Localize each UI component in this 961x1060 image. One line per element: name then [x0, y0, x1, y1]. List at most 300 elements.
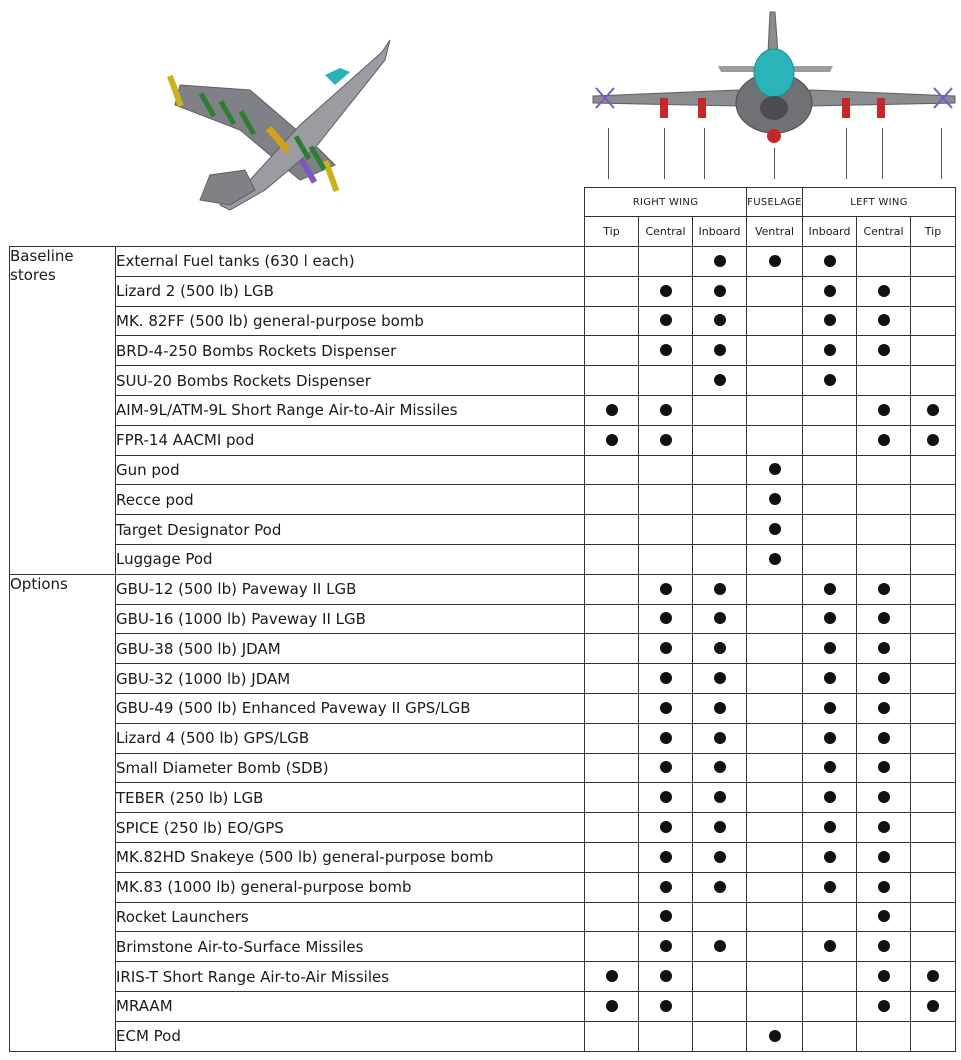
station-cell: [911, 753, 956, 783]
compatibility-dot: [927, 434, 939, 446]
station-cell: [639, 604, 693, 634]
compatibility-dot: [824, 255, 836, 267]
compatibility-dot: [714, 583, 726, 595]
station-cell: [857, 247, 911, 277]
table-row: [10, 1021, 956, 1051]
station-cell: [747, 574, 803, 604]
station-cell: [747, 455, 803, 485]
station-cell: [639, 932, 693, 962]
compatibility-dot: [878, 940, 890, 952]
category-label: Options: [10, 574, 116, 1051]
station-cell: [693, 395, 747, 425]
table-row: [10, 872, 956, 902]
compatibility-dot: [714, 702, 726, 714]
station-cell: [639, 247, 693, 277]
station-group-header-row: [10, 188, 956, 217]
station-cell: [639, 842, 693, 872]
table-row: [10, 425, 956, 455]
station-cell: [585, 723, 639, 753]
station-cell: [639, 753, 693, 783]
station-cell: [911, 395, 956, 425]
compatibility-dot: [878, 702, 890, 714]
compatibility-dot: [660, 583, 672, 595]
station-cell: [639, 962, 693, 992]
station-cell: [911, 485, 956, 515]
station-cell: [857, 276, 911, 306]
compatibility-dot: [714, 821, 726, 833]
station-cell: [857, 723, 911, 753]
station-cell: [857, 783, 911, 813]
station-cell: [803, 574, 857, 604]
compatibility-dot: [878, 344, 890, 356]
station-cell: [747, 634, 803, 664]
station-cell: [747, 991, 803, 1021]
station-cell: [585, 693, 639, 723]
store-name: Rocket Launchers: [116, 902, 585, 932]
station-cell: [857, 842, 911, 872]
station-cell: [747, 306, 803, 336]
station-cell: [639, 902, 693, 932]
station-cell: [585, 783, 639, 813]
station-cell: [803, 783, 857, 813]
compatibility-dot: [927, 1000, 939, 1012]
group-left-wing: LEFT WING: [803, 188, 956, 217]
station-cell: [693, 485, 747, 515]
station-cell: [747, 842, 803, 872]
store-name: FPR-14 AACMI pod: [116, 425, 585, 455]
station-cell: [747, 723, 803, 753]
station-cell: [693, 753, 747, 783]
station-cell: [747, 425, 803, 455]
station-cell: [639, 723, 693, 753]
compatibility-dot: [714, 732, 726, 744]
station-cell: [639, 872, 693, 902]
station-cell: [911, 783, 956, 813]
compatibility-dot: [824, 285, 836, 297]
store-name: GBU-12 (500 lb) Paveway II LGB: [116, 574, 585, 604]
station-cell: [911, 842, 956, 872]
station-cell: [639, 425, 693, 455]
station-cell: [693, 247, 747, 277]
compatibility-dot: [878, 881, 890, 893]
station-cell: [639, 306, 693, 336]
compatibility-dot: [714, 255, 726, 267]
station-cell: [639, 813, 693, 843]
group-right-wing: RIGHT WING: [585, 188, 747, 217]
leader-line-left-inboard: [846, 128, 847, 179]
group-fuselage: FUSELAGE: [747, 188, 803, 217]
compatibility-dot: [660, 881, 672, 893]
station-cell: [639, 991, 693, 1021]
table-row: [10, 366, 956, 396]
station-cell: [857, 336, 911, 366]
compatibility-dot: [660, 672, 672, 684]
leader-line-right-tip: [608, 128, 609, 179]
station-left-central: Central: [857, 217, 911, 247]
station-cell: [857, 813, 911, 843]
station-cell: [747, 962, 803, 992]
station-cell: [911, 425, 956, 455]
station-cell: [803, 485, 857, 515]
store-name: GBU-32 (1000 lb) JDAM: [116, 664, 585, 694]
station-cell: [585, 336, 639, 366]
station-cell: [803, 693, 857, 723]
station-cell: [803, 723, 857, 753]
station-cell: [639, 634, 693, 664]
compatibility-dot: [824, 761, 836, 773]
table-row: [10, 723, 956, 753]
station-cell: [639, 276, 693, 306]
station-cell: [693, 991, 747, 1021]
station-cell: [857, 962, 911, 992]
station-cell: [857, 485, 911, 515]
station-cell: [585, 634, 639, 664]
station-cell: [585, 991, 639, 1021]
station-cell: [693, 366, 747, 396]
table-row: [10, 336, 956, 366]
station-cell: [747, 693, 803, 723]
compatibility-dot: [824, 642, 836, 654]
station-cell: [747, 872, 803, 902]
station-cell: [911, 1021, 956, 1051]
compatibility-dot: [878, 732, 890, 744]
station-cell: [585, 604, 639, 634]
compatibility-dot: [878, 791, 890, 803]
station-cell: [911, 932, 956, 962]
station-cell: [911, 336, 956, 366]
compatibility-dot: [660, 851, 672, 863]
station-cell: [585, 1021, 639, 1051]
store-name: GBU-49 (500 lb) Enhanced Paveway II GPS/LGB: [116, 693, 585, 723]
leader-line-left-tip: [941, 128, 942, 179]
station-cell: [857, 366, 911, 396]
store-name: Gun pod: [116, 455, 585, 485]
station-cell: [693, 425, 747, 455]
station-right-tip: Tip: [585, 217, 639, 247]
station-cell: [693, 902, 747, 932]
store-name: Lizard 4 (500 lb) GPS/LGB: [116, 723, 585, 753]
compatibility-dot: [824, 702, 836, 714]
compatibility-dot: [606, 434, 618, 446]
station-cell: [803, 276, 857, 306]
leader-line-right-central: [664, 128, 665, 179]
station-cell: [857, 455, 911, 485]
store-name: MRAAM: [116, 991, 585, 1021]
station-cell: [857, 395, 911, 425]
station-cell: [803, 872, 857, 902]
compatibility-dot: [769, 493, 781, 505]
compatibility-dot: [824, 791, 836, 803]
station-cell: [747, 604, 803, 634]
store-name: IRIS-T Short Range Air-to-Air Missiles: [116, 962, 585, 992]
store-name: Small Diameter Bomb (SDB): [116, 753, 585, 783]
station-cell: [639, 366, 693, 396]
table-row: [10, 813, 956, 843]
compatibility-dot: [878, 910, 890, 922]
station-cell: [693, 455, 747, 485]
station-cell: [857, 425, 911, 455]
compatibility-dot: [878, 314, 890, 326]
station-cell: [803, 425, 857, 455]
station-cell: [747, 366, 803, 396]
compatibility-dot: [878, 404, 890, 416]
station-cell: [639, 395, 693, 425]
station-cell: [803, 813, 857, 843]
compatibility-dot: [606, 970, 618, 982]
compatibility-dot: [660, 702, 672, 714]
station-cell: [747, 247, 803, 277]
store-name: AIM-9L/ATM-9L Short Range Air-to-Air Missiles: [116, 395, 585, 425]
table-row: [10, 664, 956, 694]
station-cell: [585, 276, 639, 306]
store-name: GBU-16 (1000 lb) Paveway II LGB: [116, 604, 585, 634]
store-name: MK.82HD Snakeye (500 lb) general-purpose bomb: [116, 842, 585, 872]
compatibility-dot: [824, 881, 836, 893]
leader-line-ventral: [774, 148, 775, 179]
station-cell: [747, 485, 803, 515]
store-name: MK. 82FF (500 lb) general-purpose bomb: [116, 306, 585, 336]
station-left-tip: Tip: [911, 217, 956, 247]
compatibility-dot: [714, 612, 726, 624]
station-cell: [747, 336, 803, 366]
station-cell: [857, 753, 911, 783]
station-cell: [693, 336, 747, 366]
station-cell: [911, 872, 956, 902]
station-cell: [857, 991, 911, 1021]
station-cell: [747, 515, 803, 545]
station-cell: [911, 962, 956, 992]
store-name: Lizard 2 (500 lb) LGB: [116, 276, 585, 306]
compatibility-dot: [714, 344, 726, 356]
table-row: [10, 515, 956, 545]
compatibility-dot: [714, 672, 726, 684]
station-cell: [639, 1021, 693, 1051]
station-cell: [693, 783, 747, 813]
station-cell: [857, 634, 911, 664]
table-row: [10, 753, 956, 783]
station-cell: [911, 574, 956, 604]
station-cell: [585, 902, 639, 932]
station-cell: [803, 455, 857, 485]
station-cell: [747, 664, 803, 694]
compatibility-dot: [660, 761, 672, 773]
table-row: [10, 842, 956, 872]
store-name: SPICE (250 lb) EO/GPS: [116, 813, 585, 843]
station-cell: [803, 842, 857, 872]
loadout-table-body: [10, 247, 956, 1052]
station-cell: [693, 604, 747, 634]
compatibility-dot: [660, 612, 672, 624]
compatibility-dot: [660, 970, 672, 982]
station-cell: [693, 276, 747, 306]
station-cell: [693, 813, 747, 843]
station-cell: [585, 515, 639, 545]
station-cell: [693, 306, 747, 336]
leader-line-left-central: [882, 128, 883, 179]
compatibility-dot: [824, 672, 836, 684]
compatibility-dot: [769, 523, 781, 535]
compatibility-dot: [878, 851, 890, 863]
station-cell: [857, 604, 911, 634]
station-cell: [857, 515, 911, 545]
compatibility-dot: [660, 434, 672, 446]
compatibility-dot: [824, 344, 836, 356]
compatibility-dot: [660, 821, 672, 833]
station-cell: [803, 395, 857, 425]
store-name: TEBER (250 lb) LGB: [116, 783, 585, 813]
station-cell: [747, 544, 803, 574]
table-row: [10, 962, 956, 992]
station-cell: [803, 664, 857, 694]
station-cell: [857, 872, 911, 902]
station-cell: [639, 783, 693, 813]
station-cell: [803, 991, 857, 1021]
station-cell: [693, 842, 747, 872]
compatibility-dot: [878, 642, 890, 654]
table-row: [10, 693, 956, 723]
table-row: [10, 634, 956, 664]
station-cell: [585, 485, 639, 515]
store-name: MK.83 (1000 lb) general-purpose bomb: [116, 872, 585, 902]
station-cell: [857, 574, 911, 604]
compatibility-dot: [660, 940, 672, 952]
station-cell: [911, 544, 956, 574]
weapons-loadout-table: [9, 187, 956, 1052]
station-cell: [803, 1021, 857, 1051]
compatibility-dot: [714, 761, 726, 773]
table-row: [10, 783, 956, 813]
station-cell: [693, 723, 747, 753]
station-cell: [803, 902, 857, 932]
compatibility-dot: [878, 970, 890, 982]
store-name: External Fuel tanks (630 l each): [116, 247, 585, 277]
station-cell: [639, 544, 693, 574]
compatibility-dot: [878, 821, 890, 833]
station-cell: [857, 306, 911, 336]
compatibility-dot: [769, 463, 781, 475]
station-cell: [911, 306, 956, 336]
compatibility-dot: [878, 285, 890, 297]
station-cell: [693, 693, 747, 723]
store-name: BRD-4-250 Bombs Rockets Dispenser: [116, 336, 585, 366]
table-row: [10, 544, 956, 574]
station-cell: [911, 813, 956, 843]
store-name: SUU-20 Bombs Rockets Dispenser: [116, 366, 585, 396]
table-row: [10, 306, 956, 336]
table-row: [10, 574, 956, 604]
compatibility-dot: [660, 791, 672, 803]
compatibility-dot: [660, 404, 672, 416]
station-cell: [803, 544, 857, 574]
station-cell: [693, 544, 747, 574]
station-cell: [585, 962, 639, 992]
station-cell: [585, 544, 639, 574]
compatibility-dot: [714, 314, 726, 326]
compatibility-dot: [714, 881, 726, 893]
station-cell: [803, 604, 857, 634]
station-right-inboard: Inboard: [693, 217, 747, 247]
table-row: [10, 485, 956, 515]
station-cell: [803, 336, 857, 366]
station-cell: [693, 1021, 747, 1051]
station-cell: [639, 455, 693, 485]
compatibility-dot: [878, 1000, 890, 1012]
station-cell: [857, 693, 911, 723]
station-cell: [911, 634, 956, 664]
compatibility-dot: [660, 1000, 672, 1012]
station-cell: [585, 247, 639, 277]
station-cell: [911, 723, 956, 753]
station-cell: [693, 962, 747, 992]
station-cell: [911, 664, 956, 694]
compatibility-dot: [714, 851, 726, 863]
leader-line-right-inboard: [704, 128, 705, 179]
station-cell: [747, 753, 803, 783]
store-name: Brimstone Air-to-Surface Missiles: [116, 932, 585, 962]
compatibility-dot: [824, 374, 836, 386]
station-cell: [911, 276, 956, 306]
station-cell: [747, 902, 803, 932]
table-row: [10, 455, 956, 485]
compatibility-dot: [714, 374, 726, 386]
compatibility-dot: [927, 970, 939, 982]
station-cell: [803, 932, 857, 962]
station-cell: [857, 1021, 911, 1051]
station-cell: [803, 753, 857, 783]
station-cell: [639, 336, 693, 366]
station-cell: [693, 664, 747, 694]
station-cell: [639, 693, 693, 723]
station-cell: [911, 455, 956, 485]
station-cell: [747, 395, 803, 425]
station-cell: [585, 753, 639, 783]
station-cell: [585, 842, 639, 872]
station-cell: [747, 1021, 803, 1051]
store-name: Recce pod: [116, 485, 585, 515]
table-row: [10, 247, 956, 277]
compatibility-dot: [660, 285, 672, 297]
station-cell: [911, 247, 956, 277]
station-cell: [803, 366, 857, 396]
table-row: [10, 932, 956, 962]
compatibility-dot: [714, 940, 726, 952]
station-right-central: Central: [639, 217, 693, 247]
compatibility-dot: [878, 672, 890, 684]
compatibility-dot: [878, 434, 890, 446]
station-cell: [911, 902, 956, 932]
station-cell: [585, 306, 639, 336]
compatibility-dot: [878, 612, 890, 624]
station-cell: [585, 664, 639, 694]
compatibility-dot: [660, 314, 672, 326]
compatibility-dot: [660, 910, 672, 922]
table-row: [10, 604, 956, 634]
compatibility-dot: [878, 583, 890, 595]
store-name: Target Designator Pod: [116, 515, 585, 545]
station-cell: [747, 932, 803, 962]
store-name: GBU-38 (500 lb) JDAM: [116, 634, 585, 664]
compatibility-dot: [660, 642, 672, 654]
station-cell: [911, 515, 956, 545]
compatibility-dot: [824, 583, 836, 595]
compatibility-dot: [660, 344, 672, 356]
station-cell: [803, 515, 857, 545]
station-cell: [911, 693, 956, 723]
station-ventral: Ventral: [747, 217, 803, 247]
compatibility-dot: [660, 732, 672, 744]
table-row: [10, 902, 956, 932]
table-row: [10, 276, 956, 306]
